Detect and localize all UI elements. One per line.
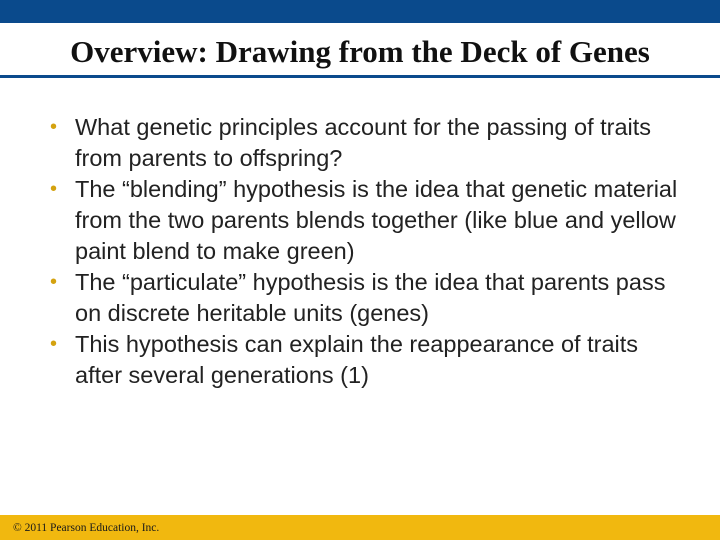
- title-divider: [0, 75, 720, 78]
- bullet-text: What genetic principles account for the passing of traits from parents to offspring?: [75, 114, 652, 171]
- top-accent-bar: [0, 0, 720, 23]
- bullet-item: [50, 329, 690, 391]
- bullet-item: [50, 267, 690, 329]
- bullet-icon: •: [50, 178, 58, 200]
- copyright-notice: © 2011 Pearson Education, Inc.: [13, 522, 160, 534]
- bullet-icon: •: [50, 271, 58, 293]
- slide-title: Overview: Drawing from the Deck of Genes: [70, 34, 650, 69]
- bullet-item: [50, 174, 690, 267]
- bullet-text: This hypothesis can explain the reappearance of traits after several generations (1): [75, 331, 639, 388]
- bullet-text: The “blending” hypothesis is the idea that genetic material from the two parents blends together (like blue and yellow paint blend to make green): [75, 176, 678, 264]
- bullet-text: The “particulate” hypothesis is the idea that parents pass on discrete heritable units (genes): [75, 269, 666, 326]
- bullet-icon: •: [50, 333, 58, 355]
- bullet-item: [50, 112, 690, 174]
- bullet-icon: •: [50, 116, 58, 138]
- bullet-list: [50, 112, 690, 391]
